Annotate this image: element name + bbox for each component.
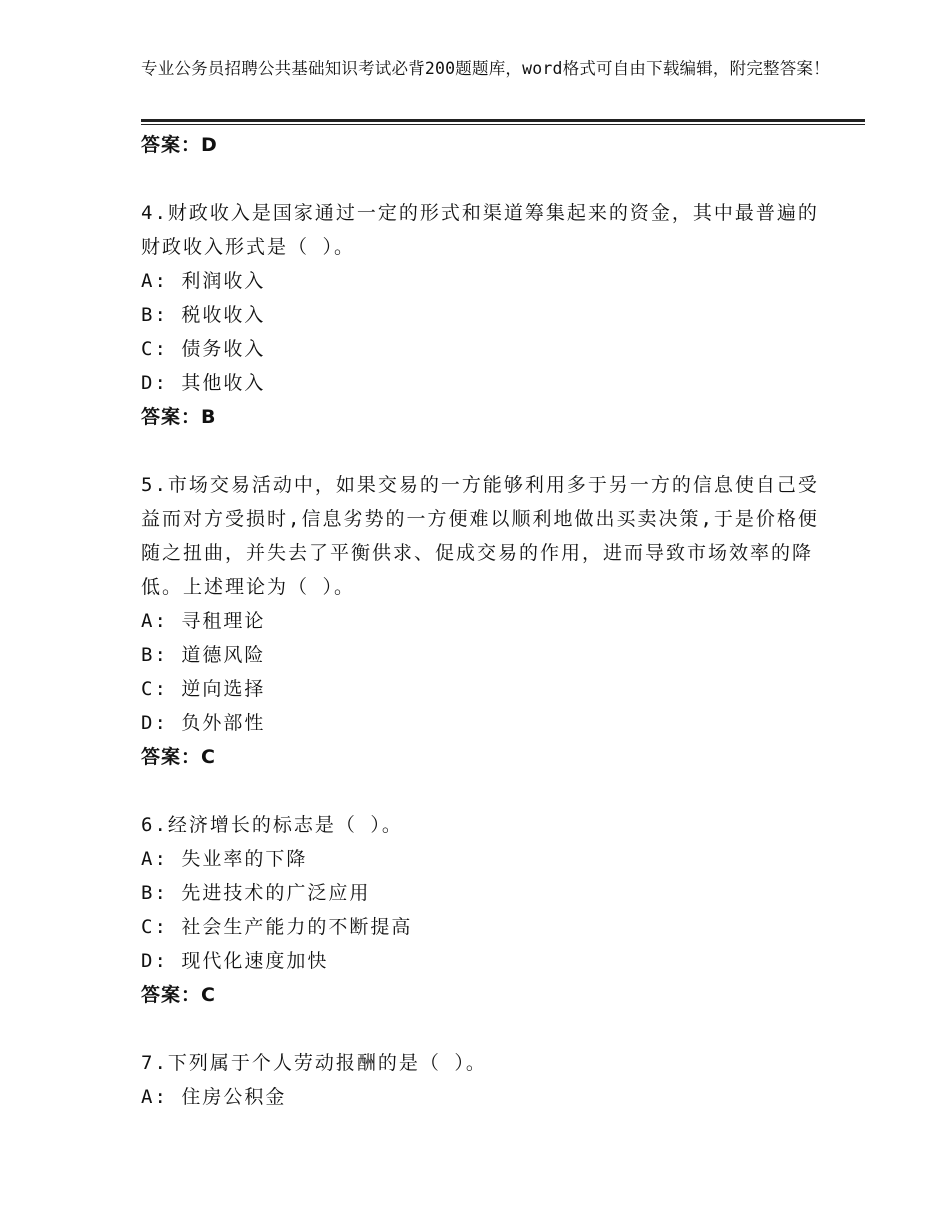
option-a: A: 寻租理论 bbox=[141, 610, 266, 632]
question-stem: 4.财政收入是国家通过一定的形式和渠道筹集起来的资金，其中最普遍的财政收入形式是（ ）。 bbox=[141, 202, 819, 258]
option-c: C: 债务收入 bbox=[141, 338, 266, 360]
question-list bbox=[141, 128, 821, 1114]
option-b: B: 先进技术的广泛应用 bbox=[141, 882, 371, 904]
question-item bbox=[141, 1046, 821, 1114]
option-c: C: 社会生产能力的不断提高 bbox=[141, 916, 413, 938]
answer-label: 答案：C bbox=[141, 746, 216, 768]
option-d: D: 负外部性 bbox=[141, 712, 266, 734]
header-rule-thick bbox=[141, 119, 865, 122]
question-stem: 6.经济增长的标志是（ ）。 bbox=[141, 814, 403, 836]
question-item bbox=[141, 196, 821, 434]
page-header bbox=[141, 58, 831, 80]
option-d: D: 现代化速度加快 bbox=[141, 950, 329, 972]
option-c: C: 逆向选择 bbox=[141, 678, 266, 700]
answer-label: 答案：B bbox=[141, 406, 217, 428]
option-b: B: 税收收入 bbox=[141, 304, 266, 326]
option-d: D: 其他收入 bbox=[141, 372, 266, 394]
question-item bbox=[141, 808, 821, 1012]
option-a: A: 失业率的下降 bbox=[141, 848, 308, 870]
question-item bbox=[141, 468, 821, 774]
header-text: 专业公务员招聘公共基础知识考试必背200题题库，word格式可自由下载编辑，附完整答案！ bbox=[141, 59, 830, 78]
answer-label: 答案：C bbox=[141, 984, 216, 1006]
answer-label: 答案：D bbox=[141, 134, 218, 156]
option-a: A: 住房公积金 bbox=[141, 1086, 287, 1108]
question-stem: 7.下列属于个人劳动报酬的是（ ）。 bbox=[141, 1052, 487, 1074]
question-stem: 5.市场交易活动中，如果交易的一方能够利用多于另一方的信息使自己受益而对方受损时,信息劣势的一方便难以顺利地做出买卖决策,于是价格便随之扭曲，并失去了平衡供求、促成交易的作用，进而导致市场效率的降低。上述理论为（ ）。 bbox=[141, 474, 819, 598]
option-a: A: 利润收入 bbox=[141, 270, 266, 292]
option-b: B: 道德风险 bbox=[141, 644, 266, 666]
header-rule-thin bbox=[141, 124, 865, 125]
